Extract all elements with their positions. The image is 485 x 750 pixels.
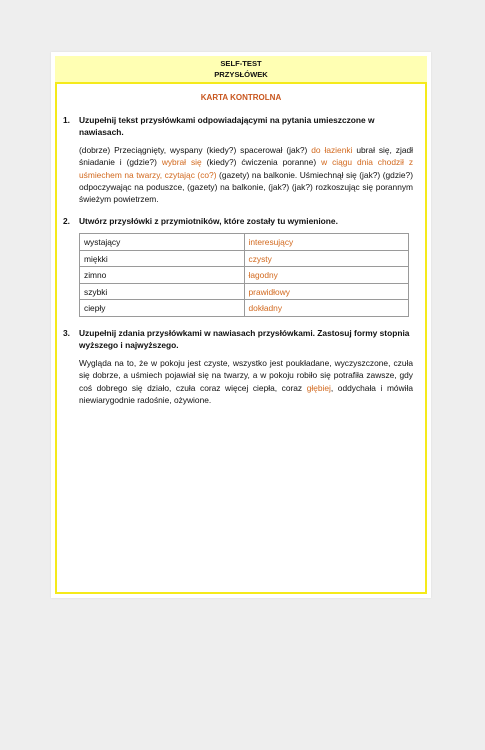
task-3-text xyxy=(63,357,413,406)
table-cell-left: wystający xyxy=(80,234,245,251)
task-1-text-line-2b: wybrał się xyxy=(161,157,202,168)
task-3-text-line-3: potrafiła zawsze, gdy coś dobrego się działo, czuła coraz więcej ciepła, coraz xyxy=(79,370,413,393)
content-area xyxy=(63,114,413,416)
table-row xyxy=(80,267,409,284)
task-3-instruction: Uzupełnij zdania przysłówkami w nawiasach przysłówkami. Zastosuj formy stopnia wyższego i najwyższego. xyxy=(79,327,410,350)
table-row xyxy=(80,250,409,267)
table-cell-right: dokładny xyxy=(244,300,409,317)
table-cell-left: szybki xyxy=(80,283,245,300)
table-cell-right: czysty xyxy=(244,250,409,267)
task-1-text-line-2c: (kiedy?) ćwiczenia poranne) xyxy=(201,157,317,168)
karta-kontrolna-heading: KARTA KONTROLNA xyxy=(200,93,282,102)
table-row xyxy=(80,283,409,300)
task-1-text-line-5: porannym świeżym powietrzem. xyxy=(79,181,414,205)
table-cell-right: prawidłowy xyxy=(244,283,409,300)
table-cell-right: łagodny xyxy=(244,267,409,284)
task-1-text-line-1b: do łazienki xyxy=(311,145,353,155)
task-1-text-line-3b: (gazety) na balkonie. Uśmiechnął się (jak?) (gdzie?) odpoczywając na xyxy=(79,169,413,192)
header-box xyxy=(55,56,427,84)
task-3-text-line-2: czuła się dobrze, a uśmiech pojawiał się na twarzy, a w pokoju robiło się xyxy=(79,357,413,381)
task-2-title xyxy=(63,215,413,227)
table-cell-left: zimno xyxy=(80,267,245,284)
table-cell-right: interesujący xyxy=(244,234,409,251)
task-1-text-line-2a: ubrał się, zjadł śniadanie i (gdzie?) xyxy=(79,145,413,168)
task-1 xyxy=(63,114,413,205)
table-row xyxy=(80,234,409,251)
header-topic: PRZYSŁÓWEK xyxy=(214,69,268,79)
task-1-instruction: Uzupełnij tekst przysłówkami odpowiadającymi na pytania umieszczone w nawiasach. xyxy=(79,115,375,137)
table-row xyxy=(80,300,409,317)
document-page xyxy=(51,52,431,598)
task-3-text-line-4a: głębiej xyxy=(306,382,331,393)
table-cell-left: ciepły xyxy=(80,300,245,317)
task-1-text-line-3a: w ciągu dnia chodził z uśmiechem na twarzy, czytając (co?) xyxy=(79,157,414,180)
task-3-text-line-1: Wygląda na to, że w pokoju jest czyste, wszystko jest poukładane, wyczyszczone, xyxy=(79,357,391,368)
task-1-number: 1. xyxy=(63,115,70,125)
task-1-text xyxy=(63,144,413,205)
task-3 xyxy=(63,327,413,406)
task-3-number: 3. xyxy=(63,327,70,338)
table-cell-left: miękki xyxy=(80,250,245,267)
task-3-text-line-4b: , oddychała i mówiła niewiarygodnie radośnie, ożywione. xyxy=(79,382,414,405)
task-1-text-line-4: poduszce, (gazety) na balkonie, (jak?) (jak?) rozkoszując się xyxy=(146,181,374,192)
task-2-instruction: Utwórz przysłówki z przymiotników, które zostały tu wymienione. xyxy=(79,216,338,227)
header-self-test: SELF-TEST xyxy=(220,59,262,68)
task-2-number: 2. xyxy=(63,216,70,227)
task-1-title xyxy=(63,114,413,138)
task-2 xyxy=(63,215,413,317)
task-1-text-line-1a: (dobrze) Przeciągnięty, wyspany (kiedy?) spacerował (jak?) xyxy=(79,145,312,155)
task-3-title xyxy=(63,327,413,351)
adjective-table xyxy=(79,233,409,317)
